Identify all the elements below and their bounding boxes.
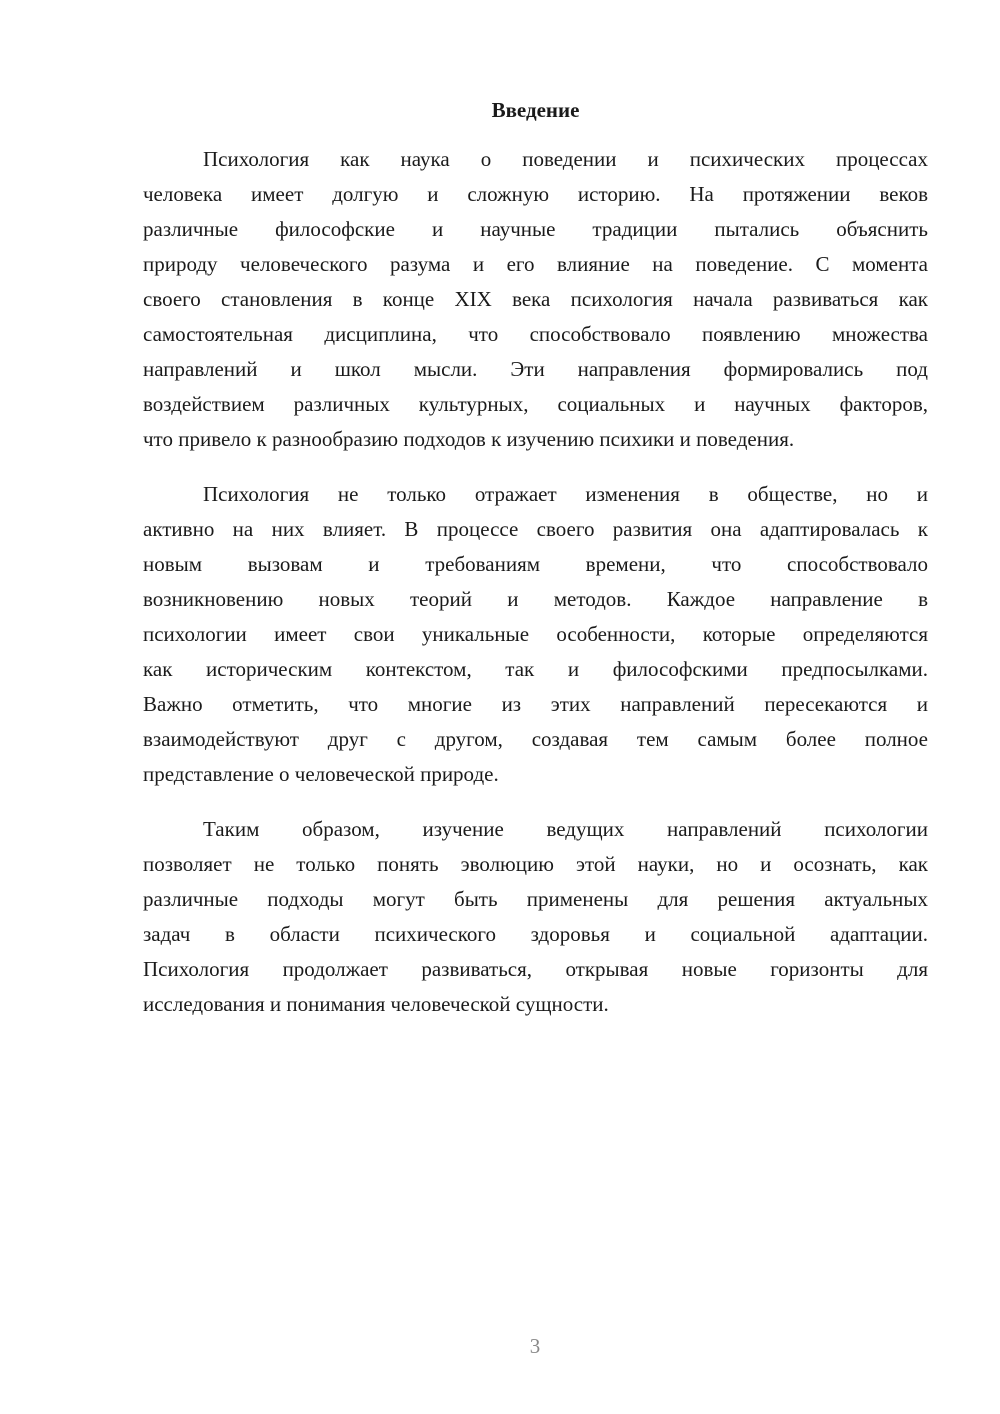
paragraph bbox=[143, 477, 928, 792]
text-line: новым вызовам и требованиям времени, что способствовало bbox=[143, 552, 928, 576]
text-line: Таким образом, изучение ведущих направлений психологии bbox=[203, 817, 928, 841]
text-line: взаимодействуют друг с другом, создавая тем самым более полное bbox=[143, 727, 928, 751]
text-line: представление о человеческой природе. bbox=[143, 762, 499, 786]
document-body bbox=[143, 142, 928, 1042]
text-line: различные философские и научные традиции пытались объяснить bbox=[143, 217, 928, 241]
text-line: позволяет не только понять эволюцию этой науки, но и осознать, как bbox=[143, 852, 928, 876]
text-line: самостоятельная дисциплина, что способствовало появлению множества bbox=[143, 322, 928, 346]
text-line: человека имеет долгую и сложную историю. На протяжении веков bbox=[143, 182, 928, 206]
page-number: 3 bbox=[529, 1334, 541, 1358]
text-line: Психология как наука о поведении и психических процессах bbox=[203, 147, 928, 171]
page-title: Введение bbox=[491, 98, 580, 122]
text-line: Важно отметить, что многие из этих направлений пересекаются и bbox=[143, 692, 928, 716]
text-line: активно на них влияет. В процессе своего развития она адаптировалась к bbox=[143, 517, 928, 541]
text-line: Психология продолжает развиваться, открывая новые горизонты для bbox=[143, 957, 928, 981]
text-line: возникновению новых теорий и методов. Каждое направление в bbox=[143, 587, 928, 611]
text-line: природу человеческого разума и его влияние на поведение. С момента bbox=[143, 252, 928, 276]
text-line: задач в области психического здоровья и социальной адаптации. bbox=[143, 922, 928, 946]
text-line: воздействием различных культурных, социальных и научных факторов, bbox=[143, 392, 928, 416]
paragraph bbox=[143, 142, 928, 457]
text-line: как историческим контекстом, так и философскими предпосылками. bbox=[143, 657, 928, 681]
text-line: психологии имеет свои уникальные особенности, которые определяются bbox=[143, 622, 928, 646]
paragraph bbox=[143, 812, 928, 1022]
text-line: различные подходы могут быть применены для решения актуальных bbox=[143, 887, 928, 911]
text-line: своего становления в конце XIX века психология начала развиваться как bbox=[143, 287, 928, 311]
text-line: исследования и понимания человеческой сущности. bbox=[143, 992, 609, 1016]
text-line: направлений и школ мысли. Эти направления формировались под bbox=[143, 357, 928, 381]
text-line: что привело к разнообразию подходов к изучению психики и поведения. bbox=[143, 427, 795, 451]
text-line: Психология не только отражает изменения в обществе, но и bbox=[203, 482, 928, 506]
